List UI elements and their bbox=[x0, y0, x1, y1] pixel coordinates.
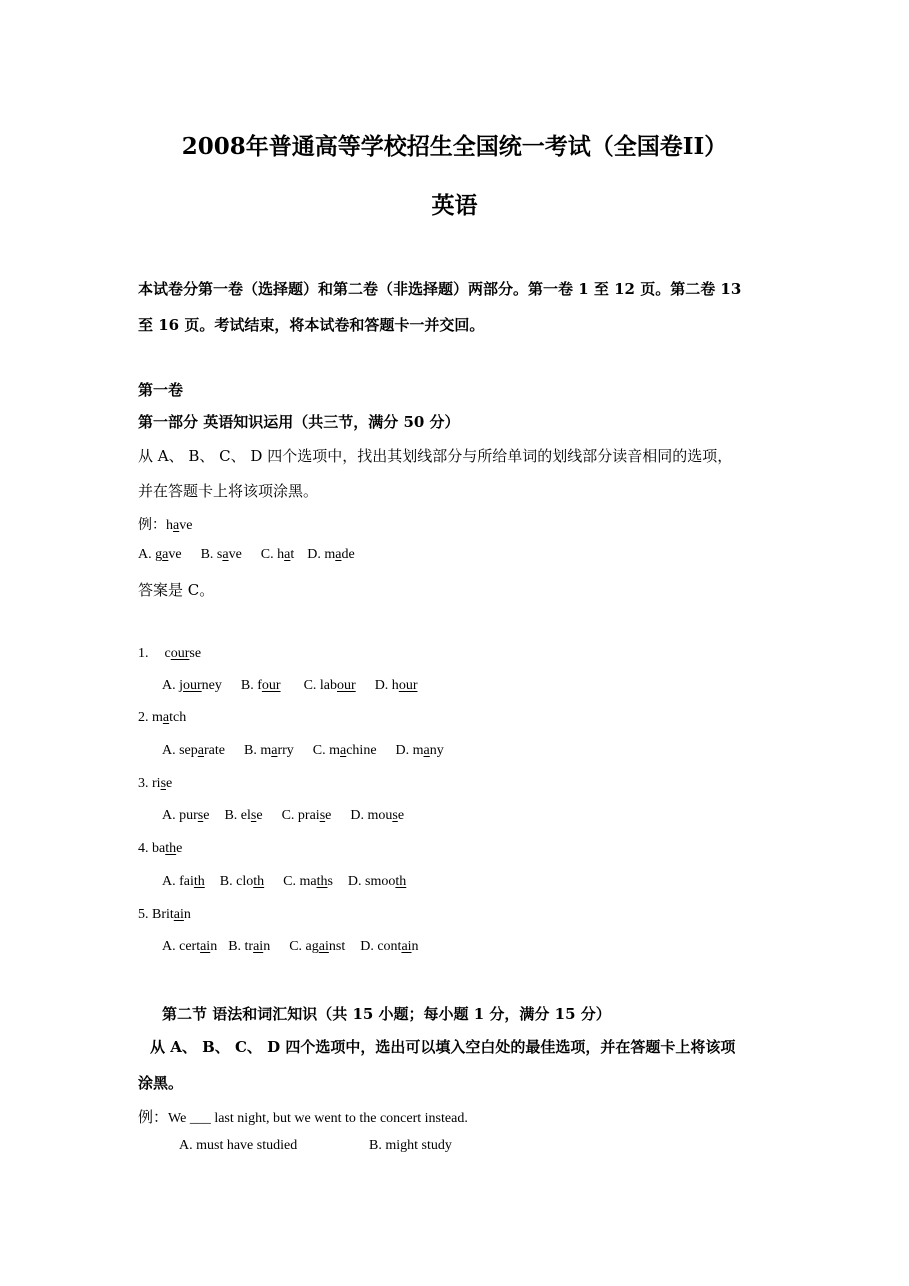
question-2-options bbox=[162, 743, 444, 759]
intro-line-1: 本试卷分第一卷（选择题）和第二卷（非选择题）两部分。第一卷 1 至 12 页。第二卷 13 bbox=[138, 280, 742, 298]
part1-instruction-2: 并在答题卡上将该项涂黑。 bbox=[138, 482, 319, 500]
q5-option-d: D. contain bbox=[360, 939, 419, 954]
question-3-options bbox=[162, 808, 404, 824]
question-1-options bbox=[162, 678, 417, 694]
q3-option-b: B. else bbox=[224, 808, 263, 823]
q1-option-a: A. journey bbox=[162, 678, 222, 693]
part1-heading: 第一部分 英语知识运用（共三节，满分 50 分） bbox=[138, 413, 460, 431]
part1-instruction-1: 从 A、 B、 C、 D 四个选项中，找出其划线部分与所给单词的划线部分读音相同的选项， bbox=[138, 447, 733, 465]
exam-title: 2008年普通高等学校招生全国统一考试（全国卷II） bbox=[181, 133, 728, 160]
section2-example-label: 例： bbox=[138, 1110, 169, 1126]
example-answer: 答案是 C。 bbox=[138, 581, 215, 599]
example-option-b: B. save bbox=[200, 547, 242, 562]
question-3: 3. rise bbox=[138, 776, 173, 791]
question-5-options bbox=[162, 939, 419, 955]
subject-title: 英语 bbox=[431, 192, 478, 219]
example-option-c: C. hat bbox=[260, 547, 295, 562]
section2-instruction-2: 涂黑。 bbox=[138, 1074, 184, 1092]
section2-instruction-1: 从 A、 B、 C、 D 四个选项中，选出可以填入空白处的最佳选项，并在答题卡上将该项 bbox=[150, 1038, 736, 1056]
question-5: 5. Britain bbox=[138, 907, 191, 922]
example-options bbox=[138, 547, 355, 563]
q2-option-a: A. separate bbox=[162, 743, 225, 758]
q1-option-c: C. labour bbox=[303, 678, 356, 693]
example-option-d: D. made bbox=[307, 547, 355, 562]
q5-option-a: A. certain bbox=[162, 939, 218, 954]
question-4-options bbox=[162, 874, 406, 890]
example-label: 例： bbox=[138, 518, 166, 533]
q3-option-a: A. purse bbox=[162, 808, 210, 823]
q1-option-b: B. four bbox=[240, 678, 281, 693]
example-option-a: A. gave bbox=[138, 547, 182, 562]
q4-option-a: A. faith bbox=[162, 874, 205, 889]
section2-example-option-a: A. must have studied bbox=[179, 1138, 298, 1153]
q4-option-d: D. smooth bbox=[347, 874, 407, 889]
q4-option-c: C. maths bbox=[283, 874, 333, 889]
q3-option-c: C. praise bbox=[281, 808, 332, 823]
section2-example-text: We ___ last night, but we went to the concert instead. bbox=[168, 1111, 468, 1126]
section2-heading: 第二节 语法和词汇知识（共 15 小题；每小题 1 分，满分 15 分） bbox=[162, 1005, 611, 1023]
volume-heading: 第一卷 bbox=[138, 381, 184, 399]
q2-option-d: D. many bbox=[395, 743, 444, 758]
intro-line-2: 至 16 页。考试结束，将本试卷和答题卡一并交回。 bbox=[138, 316, 485, 334]
section2-example bbox=[138, 1106, 468, 1127]
q5-option-b: B. train bbox=[228, 939, 271, 954]
q4-option-b: B. cloth bbox=[219, 874, 265, 889]
question-2: 2. match bbox=[138, 710, 187, 725]
q2-option-b: B. marry bbox=[243, 743, 294, 758]
q3-option-d: D. mouse bbox=[350, 808, 405, 823]
q5-option-c: C. against bbox=[289, 939, 346, 954]
q1-option-d: D. hour bbox=[374, 678, 418, 693]
section2-example-option-b: B. might study bbox=[369, 1138, 452, 1153]
question-4: 4. bathe bbox=[138, 841, 183, 856]
question-1: 1. course bbox=[138, 646, 202, 661]
example-line: 例：have bbox=[138, 518, 193, 533]
q2-option-c: C. machine bbox=[312, 743, 377, 758]
